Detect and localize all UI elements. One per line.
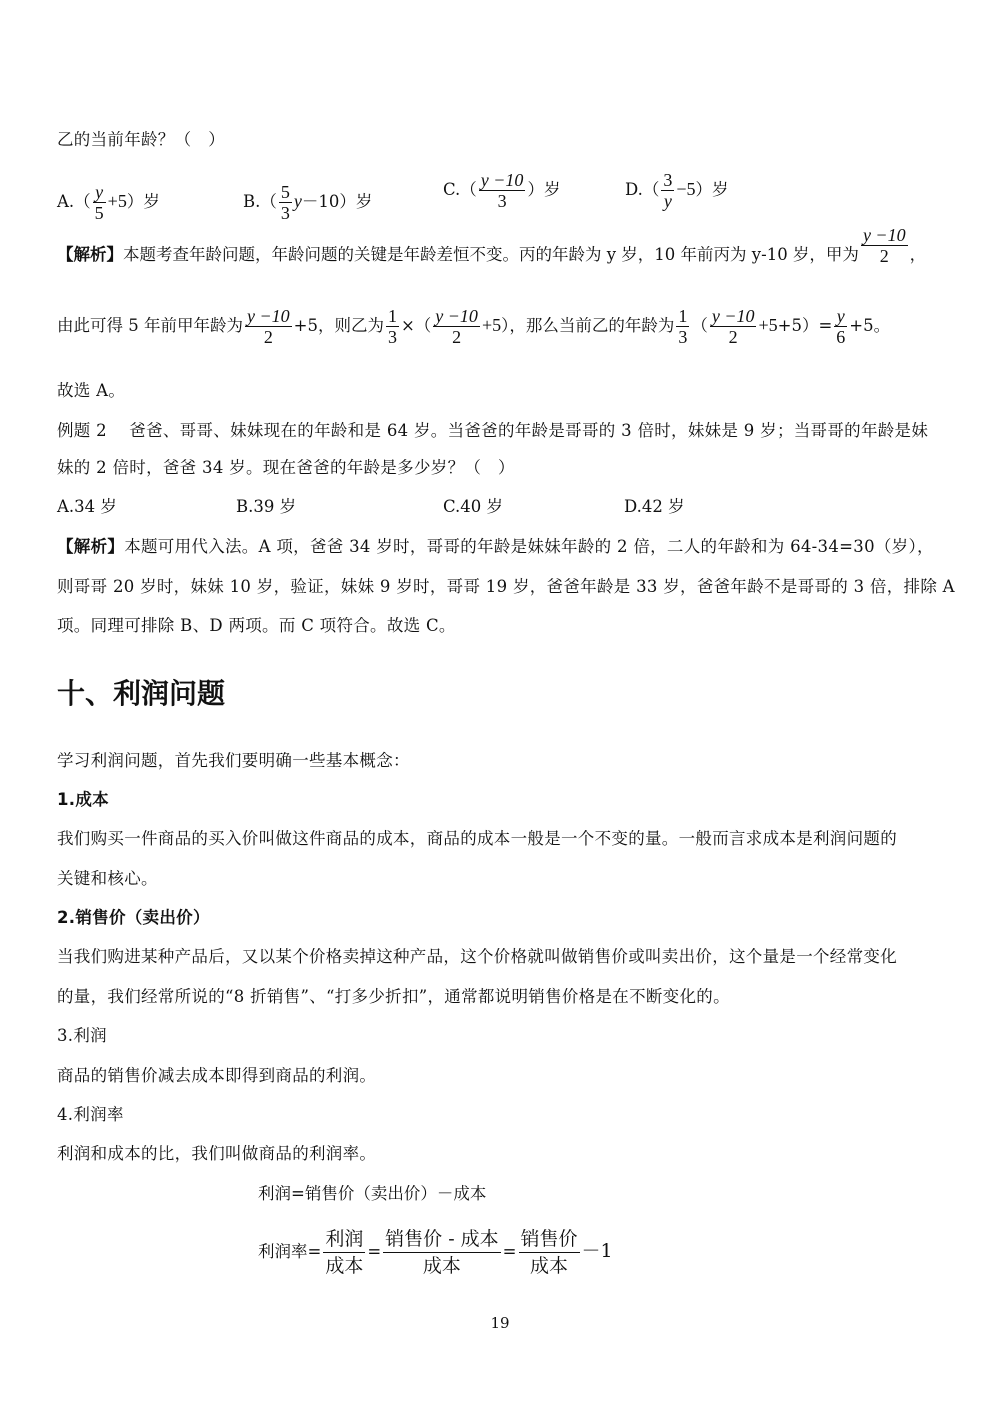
section-title: 十、利润问题	[57, 677, 226, 710]
fraction-y-over-6	[834, 306, 847, 347]
text-part: ×（	[400, 316, 432, 335]
numerator: 销售价 - 成本	[383, 1226, 501, 1253]
example-2-option-c: C.40 岁	[443, 497, 504, 516]
denominator: 2	[452, 327, 462, 347]
equals-sign: =	[367, 1242, 382, 1261]
fraction-price-over-cost	[519, 1226, 580, 1279]
option-c-prefix: C.（	[443, 180, 477, 199]
option-a-suffix: ）岁	[126, 192, 160, 211]
fraction-y-over-5	[93, 182, 106, 223]
formula-profit-rate	[258, 1226, 613, 1279]
subheading-profit: 3.利润	[57, 1026, 107, 1045]
denominator: 5	[94, 203, 104, 223]
numerator: y −10	[711, 306, 755, 326]
text-part: +5，则乙为	[293, 316, 384, 335]
numerator: y −10	[435, 306, 478, 326]
denominator: 2	[879, 246, 889, 266]
denominator: 3	[497, 191, 507, 211]
example-2-line-2: 妹的 2 倍时，爸爸 34 岁。现在爸爸的年龄是多少岁？（ ）	[57, 458, 515, 477]
numerator: y −10	[247, 306, 290, 326]
profit-line-1: 商品的销售价减去成本即得到商品的利润。	[57, 1066, 377, 1085]
analysis-1-line-2	[57, 306, 890, 347]
example-2-analysis-line-2: 则哥哥 20 岁时，妹妹 10 岁，验证，妹妹 9 岁时，哥哥 19 岁，爸爸年龄是 33 岁，爸爸年龄不是哥哥的 3 倍，排除 A	[57, 577, 955, 596]
denominator: y	[663, 191, 672, 211]
example-2-analysis-line-3: 项。同理可排除 B、D 两项。而 C 项符合。故选 C。	[57, 616, 456, 635]
option-d-prefix: D.（	[625, 180, 660, 199]
option-b-suffix: －10）岁	[301, 192, 373, 211]
example-2-line-1: 例题 2 爸爸、哥哥、妹妹现在的年龄和是 64 岁。当爸爸的年龄是哥哥的 3 倍时，妹妹是 9 岁；当哥哥的年龄是妹	[57, 421, 929, 440]
option-b-prefix: B.（	[243, 192, 277, 211]
example-2-analysis-line-1	[57, 536, 934, 558]
numerator: y	[834, 306, 847, 327]
option-a-prefix: A.（	[57, 192, 91, 211]
denominator: 3	[678, 327, 688, 347]
question-stem: 乙的当前年龄？（ ）	[57, 130, 225, 149]
cost-line-2: 关键和核心。	[57, 869, 158, 888]
numerator: y −10	[480, 170, 524, 190]
analysis-label: 【解析】	[57, 537, 125, 556]
numerator: 1	[387, 306, 397, 326]
price-line-2: 的量，我们经常所说的“8 折销售”、“打多少折扣”，通常都说明销售价格是在不断变化的。	[57, 987, 730, 1006]
minus-one: －1	[581, 1240, 613, 1262]
example-2-option-b: B.39 岁	[236, 497, 297, 516]
analysis-text: 本题考查年龄问题，年龄问题的关键是年龄差恒不变。丙的年龄为 y 岁，10 年前丙为 y-10 岁，甲为	[123, 245, 859, 264]
numerator: y −10	[862, 225, 906, 245]
equals-sign: =	[502, 1242, 517, 1261]
denominator: 3	[387, 327, 397, 347]
analysis-label: 【解析】	[57, 245, 123, 264]
option-c-suffix: ）岁	[527, 180, 561, 199]
fraction-y-minus-10-over-2	[433, 306, 480, 347]
fraction-3-over-y	[661, 170, 674, 211]
comma: ，	[909, 245, 927, 264]
fraction-y-minus-10-over-2	[710, 306, 757, 347]
minus-term: −5	[676, 179, 696, 199]
numerator: 1	[678, 306, 688, 326]
denominator: 成本	[325, 1255, 364, 1277]
formula-lhs: 利润率=	[258, 1242, 322, 1261]
denominator: 6	[836, 327, 846, 347]
denominator: 成本	[530, 1255, 569, 1277]
cost-line-1: 我们购买一件商品的买入价叫做这件商品的成本，商品的成本一般是一个不变的量。一般而言求成本是利润问题的	[57, 829, 897, 848]
section-intro: 学习利润问题，首先我们要明确一些基本概念：	[57, 751, 410, 770]
option-a	[57, 182, 160, 223]
numerator: y	[93, 182, 106, 203]
denominator: 2	[728, 327, 738, 347]
fraction-y-minus-10-over-2	[861, 225, 908, 266]
denominator: 2	[263, 327, 273, 347]
numerator: 利润	[323, 1226, 365, 1253]
denominator: 3	[280, 203, 290, 223]
fraction-5-over-3	[279, 182, 292, 223]
fraction-profit-over-cost	[323, 1226, 365, 1279]
text-part: ），那么当前乙的年龄为	[501, 316, 675, 335]
analysis-text: 本题可用代入法。A 项，爸爸 34 岁时，哥哥的年龄是妹妹年龄的 2 倍，二人的年龄和为 64-34=30（岁），	[124, 537, 934, 556]
subheading-sale-price: 2.销售价（卖出价）	[57, 908, 210, 927]
numerator: 3	[663, 170, 673, 190]
denominator: 成本	[422, 1255, 461, 1277]
analysis-1-line-1	[57, 225, 927, 266]
fraction-y-minus-10-over-3	[479, 170, 526, 211]
fraction-price-minus-cost-over-cost	[383, 1226, 501, 1279]
option-b	[243, 182, 372, 223]
plus-term: +5	[481, 315, 502, 335]
analysis-1-choice: 故选 A。	[57, 381, 126, 400]
text-part: 由此可得 5 年前甲年龄为	[57, 316, 243, 335]
option-d	[625, 170, 729, 211]
subheading-cost: 1.成本	[57, 790, 109, 809]
example-2-option-d: D.42 岁	[624, 497, 685, 516]
fraction-y-minus-10-over-2	[245, 306, 292, 347]
text-part: （	[691, 316, 708, 335]
fraction-1-over-3	[676, 306, 689, 347]
five: 5	[768, 315, 778, 335]
variable-y: y	[293, 191, 302, 211]
subheading-profit-rate: 4.利润率	[57, 1105, 124, 1124]
option-d-suffix: ）岁	[695, 180, 729, 199]
numerator: 5	[280, 182, 290, 202]
plus-term: +5	[107, 191, 127, 211]
profit-rate-line-1: 利润和成本的比，我们叫做商品的利润率。	[57, 1144, 377, 1163]
example-2-option-a: A.34 岁	[57, 497, 117, 516]
page-number: 19	[490, 1314, 510, 1332]
text-part: +5）=	[777, 316, 833, 335]
formula-profit: 利润=销售价（卖出价）－成本	[258, 1184, 487, 1203]
fraction-1-over-3	[386, 306, 399, 347]
text-part: +5。	[849, 316, 891, 335]
plus-sign: +	[758, 315, 769, 335]
option-c	[443, 170, 560, 211]
numerator: 销售价	[519, 1226, 580, 1253]
price-line-1: 当我们购进某种产品后，又以某个价格卖掉这种产品，这个价格就叫做销售价或叫卖出价，这个量是一个经常变化	[57, 947, 897, 966]
